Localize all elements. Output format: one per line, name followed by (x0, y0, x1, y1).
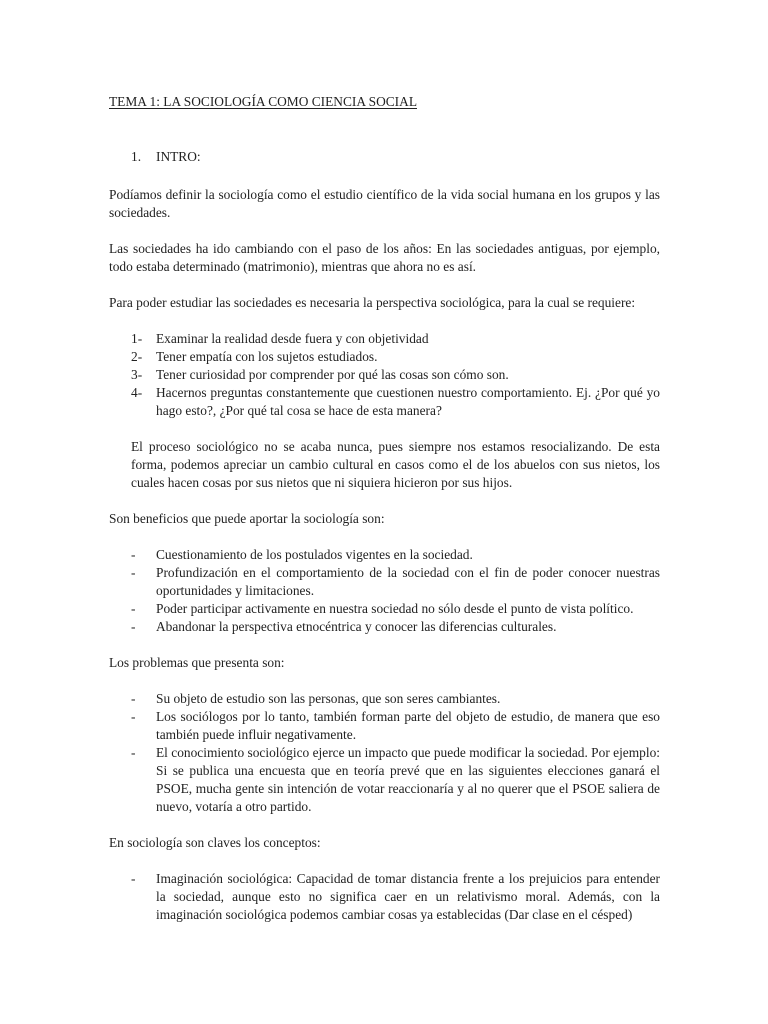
list-item-text: Cuestionamiento de los postulados vigentes en la sociedad. (156, 547, 473, 562)
list-item (109, 564, 660, 600)
list-item-text: Tener curiosidad por comprender por qué las cosas son cómo son. (156, 367, 509, 382)
paragraph-concepts-intro: En sociología son claves los conceptos: (109, 835, 321, 850)
list-marker: 1- (131, 331, 143, 346)
list-marker: - (131, 745, 136, 760)
list-item-text: Los sociólogos por lo tanto, también forman parte del objeto de estudio, de manera que eso también puede influir negativamente. (156, 709, 660, 742)
list-item-text: Hacernos preguntas constantemente que cuestionen nuestro comportamiento. Ej. ¿Por qué yo hago esto?, ¿Por qué tal cosa se hace de esta manera? (156, 385, 660, 418)
list-marker: - (131, 601, 136, 616)
list-marker: 3- (131, 367, 143, 382)
list-item-text: El conocimiento sociológico ejerce un impacto que puede modificar la sociedad. Por ejemplo: Si se publica una encuesta que en teoría prevé que en las siguientes elecciones ganará el PSOE, mucha gente sin intención de votar reaccionaría y al no querer que el PSOE saliera de nuevo, votaría a otro partido. (156, 745, 660, 814)
list-item-text: Poder participar activamente en nuestra sociedad no sólo desde el punto de vista político. (156, 601, 634, 616)
list-item (109, 384, 660, 420)
list-item (109, 618, 660, 636)
section-number: 1. (131, 149, 142, 164)
concepts-list (109, 870, 660, 924)
list-item (109, 348, 660, 366)
list-marker: - (131, 565, 136, 580)
list-marker: 4- (131, 385, 143, 400)
page-title: TEMA 1: LA SOCIOLOGÍA COMO CIENCIA SOCIAL (109, 94, 417, 109)
list-item (109, 546, 660, 564)
list-item (109, 870, 660, 924)
list-item-text: Profundización en el comportamiento de la sociedad con el fin de poder conocer nuestras oportunidades y limitaciones. (156, 565, 660, 598)
paragraph-process: El proceso sociológico no se acaba nunca, pues siempre nos estamos resocializando. De esta forma, podemos apreciar un cambio cultural en casos como el de los abuelos con sus nietos, los cuales hacen cosas por sus nietos que ni siquiera hicieron por sus hijos. (131, 439, 660, 490)
paragraph-benefits-intro: Son beneficios que puede aportar la sociología son: (109, 511, 385, 526)
list-item (109, 744, 660, 816)
list-item (109, 600, 660, 618)
problems-list (109, 690, 660, 816)
list-item (109, 330, 660, 348)
list-item-text: Tener empatía con los sujetos estudiados. (156, 349, 378, 364)
list-item-text: Imaginación sociológica: Capacidad de tomar distancia frente a los prejuicios para entender la sociedad, aunque esto no significa caer en un relativismo moral. Además, con la imaginación sociológica podemos cambiar cosas ya establecidas (Dar clase en el césped) (156, 871, 660, 922)
list-item-text: Su objeto de estudio son las personas, que son seres cambiantes. (156, 691, 501, 706)
list-item (109, 366, 660, 384)
benefits-list (109, 546, 660, 636)
section-label: INTRO: (156, 149, 201, 164)
paragraph-change: Las sociedades ha ido cambiando con el paso de los años: En las sociedades antiguas, por ejemplo, todo estaba determinado (matrimonio), mientras que ahora no es así. (109, 241, 660, 274)
list-marker: 2- (131, 349, 143, 364)
list-item-text: Abandonar la perspectiva etnocéntrica y conocer las diferencias culturales. (156, 619, 557, 634)
list-item (109, 708, 660, 744)
list-marker: - (131, 619, 136, 634)
list-marker: - (131, 547, 136, 562)
paragraph-problems-intro: Los problemas que presenta son: (109, 655, 285, 670)
list-item (109, 690, 660, 708)
section-heading (131, 148, 660, 166)
list-marker: - (131, 871, 136, 886)
paragraph-definition: Podíamos definir la sociología como el estudio científico de la vida social humana en los grupos y las sociedades. (109, 187, 660, 220)
paragraph-perspective: Para poder estudiar las sociedades es necesaria la perspectiva sociológica, para la cual se requiere: (109, 295, 636, 310)
requirements-list (109, 330, 660, 420)
list-item-text: Examinar la realidad desde fuera y con objetividad (156, 331, 429, 346)
list-marker: - (131, 709, 136, 724)
list-marker: - (131, 691, 136, 706)
